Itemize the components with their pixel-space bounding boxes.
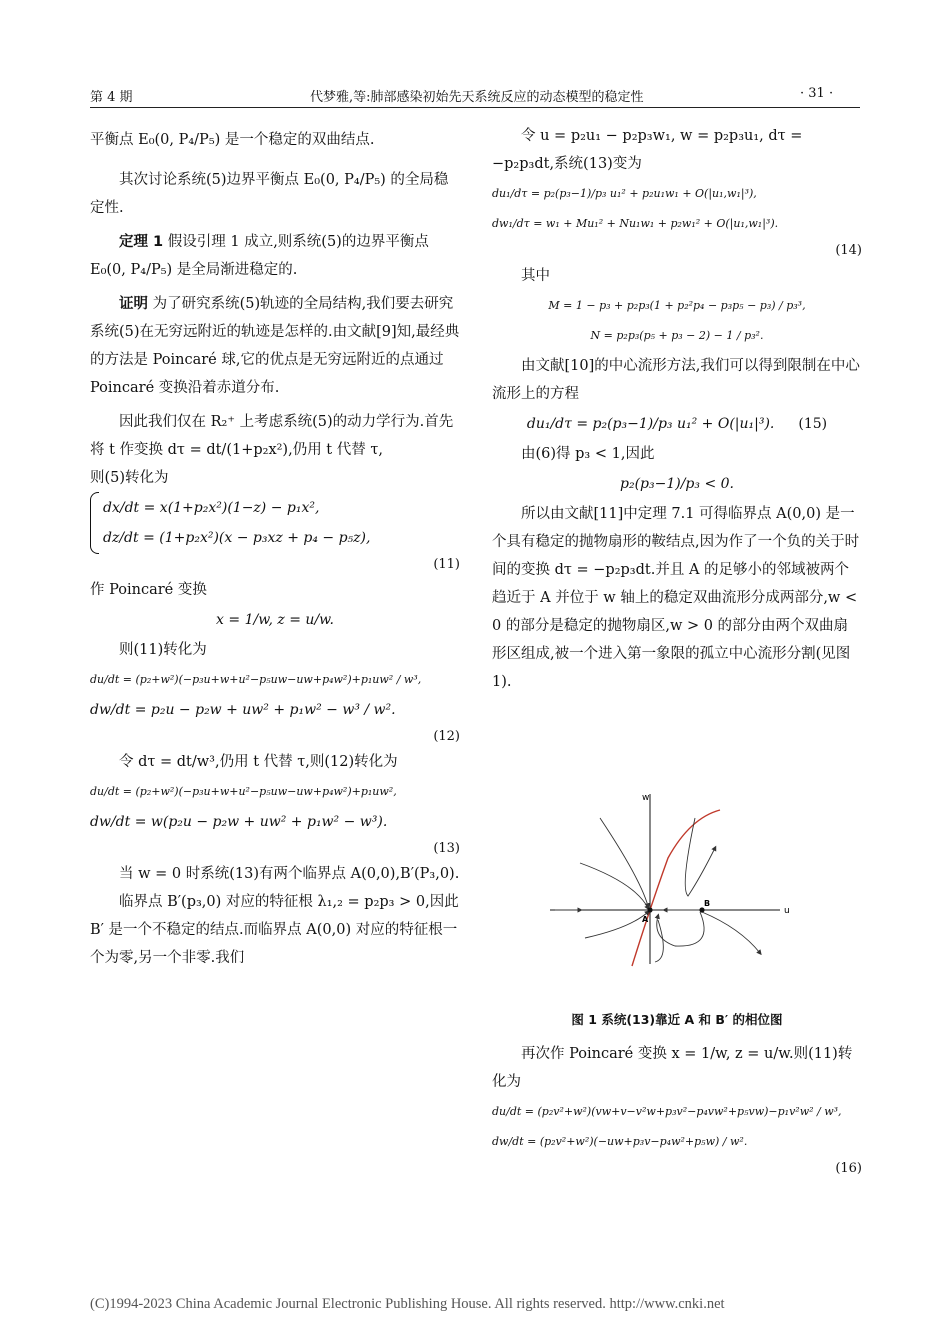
paragraph: 其中 <box>521 268 550 284</box>
paragraph: 其次讨论系统(5)边界平衡点 E₀(0, P₄/P₅) 的全局稳定性. <box>90 172 449 216</box>
center-manifold-curve <box>632 810 720 966</box>
theorem-label: 定理 1 <box>119 234 164 250</box>
running-title: 代梦雅,等:肺部感染初始先天系统反应的动态模型的稳定性 <box>310 90 644 105</box>
paragraph: 由(6)得 p₃ < 1,因此 <box>521 446 655 462</box>
paragraph: 作 Poincaré 变换 <box>90 582 207 598</box>
paragraph: 则(11)转化为 <box>119 642 207 658</box>
proof-text: 为了研究系统(5)轨迹的全局结构,我们要去研究系统(5)在无穷远附近的轨迹是怎样的.由文献[9]知,最经典的方法是 Poincaré 球,它的优点是无穷远附近的点通过 Poincaré 变换沿着赤道分布. <box>90 296 460 396</box>
header-rule <box>90 107 860 108</box>
equation: N = p₂p₃(p₅ + p₃ − 2) − 1 / p₃². <box>590 329 764 342</box>
paragraph: 化为 <box>492 1074 521 1090</box>
proof <box>90 290 460 402</box>
equation: du/dt = (p₂+w²)(−p₃u+w+u²−p₅uw−uw+p₄w²)+p₁uw², <box>90 785 397 798</box>
copyright-footer: (C)1994-2023 China Academic Journal Electronic Publishing House. All rights reserved. http://www.cnki.net <box>90 1296 725 1312</box>
figure-caption: 图 1 系统(13)靠近 A 和 B′ 的相位图 <box>571 1012 783 1027</box>
point-a-label: A <box>642 915 649 924</box>
w-axis-label: w <box>642 793 650 803</box>
critical-point-b <box>699 907 704 912</box>
trajectory <box>685 818 715 896</box>
equation: du₁/dτ = p₂(p₃−1)/p₃ u₁² + p₂u₁w₁ + O(|u₁,w₁|³), <box>492 187 757 200</box>
trajectory <box>585 912 648 938</box>
equation-system-11 <box>90 492 460 554</box>
equation-number: (12) <box>433 729 460 744</box>
u-axis-label: u <box>784 906 790 916</box>
theorem-text: 假设引理 1 成立,则系统(5)的边界平衡点 E₀(0, P₄/P₅) 是全局渐进稳定的. <box>90 234 429 278</box>
issue-number: 第 4 期 <box>90 90 133 105</box>
equation-number: (14) <box>835 243 862 258</box>
trajectory <box>702 912 760 953</box>
equation: dw/dt = (p₂v²+w²)(−uw+p₃v−p₄w²+p₅w) / w². <box>492 1135 748 1148</box>
paragraph: 所以由文献[11]中定理 7.1 可得临界点 A(0,0) 是一个具有稳定的抛物扇形的鞍结点,因为作了一个负的关于时间的变换 dτ = −p₂p₃dt.并且 A 的足够小的邻域被两个趋近于 A 并位于 w 轴上的稳定双曲流形分成两部分,w < 0 的部分是稳定的抛物扇区,w > 0 的部分由两个双曲扇形区组成,被一个进入第一象限的孤立中心流形分割(见图 1). <box>492 506 860 690</box>
paragraph: 再次作 Poincaré 变换 x = 1/w, z = u/w.则(11)转 <box>521 1046 853 1062</box>
trajectory <box>600 818 648 906</box>
page-number: · 31 · <box>800 86 834 101</box>
paragraph: 因此我们仅在 R₂⁺ 上考虑系统(5)的动力学行为.首先将 t 作变换 dτ = dt/(1+p₂x²),仍用 t 代替 τ, <box>90 414 454 458</box>
equation: dw/dt = w(p₂u − p₂w + uw² + p₁w² − w³). <box>90 814 388 830</box>
equation: dx/dt = x(1+p₂x²)(1−z) − p₁x², <box>103 500 320 516</box>
equation: dw/dt = p₂u − p₂w + uw² + p₁w² − w³ / w². <box>90 702 396 718</box>
equation: du/dt = (p₂v²+w²)(vw+v−v²w+p₃v²−p₄vw²+p₅vw)−p₁v²w² / w³, <box>492 1105 842 1118</box>
equation <box>492 410 862 438</box>
point-b-label: B <box>704 899 711 908</box>
equation: dw₁/dτ = w₁ + Mu₁² + Nu₁w₁ + p₂w₁² + O(|u₁,w₁|³). <box>492 217 779 230</box>
right-column-continued <box>492 1040 862 1180</box>
theorem <box>90 228 460 284</box>
paragraph: 平衡点 E₀(0, P₄/P₅) 是一个稳定的双曲结点. <box>90 132 375 148</box>
paragraph: 则(5)转化为 <box>90 470 169 486</box>
paragraph: 令 dτ = dt/w³,仍用 t 代替 τ,则(12)转化为 <box>119 754 398 770</box>
right-column <box>492 122 862 696</box>
equation: x = 1/w, z = u/w. <box>216 612 334 628</box>
equation: du/dt = (p₂+w²)(−p₃u+w+u²−p₅uw−uw+p₄w²)+p₁uw² / w³, <box>90 673 422 686</box>
trajectory <box>657 912 704 946</box>
phase-portrait-figure <box>540 788 800 968</box>
equation-number: (13) <box>433 841 460 856</box>
equation: M = 1 − p₃ + p₂p₃(1 + p₂²p₄ − p₃p₅ − p₃) / p₃³, <box>548 299 806 312</box>
equation: dz/dt = (1+p₂x²)(x − p₃xz + p₄ − p₅z), <box>103 530 371 546</box>
left-column <box>90 122 460 972</box>
paragraph: 由文献[10]的中心流形方法,我们可以得到限制在中心流形上的方程 <box>492 358 860 402</box>
paragraph: 临界点 B′(p₃,0) 对应的特征根 λ₁,₂ = p₂p₃ > 0,因此 B′ 是一个不稳定的结点.而临界点 A(0,0) 对应的特征根一个为零,另一个非零.我们 <box>90 894 459 966</box>
equation-number: (11) <box>433 557 460 572</box>
trajectory <box>655 920 663 962</box>
equation: p₂(p₃−1)/p₃ < 0. <box>620 476 734 492</box>
paragraph: 令 u = p₂u₁ − p₂p₃w₁, w = p₂p₃u₁, dτ = −p₂p₃dt,系统(13)变为 <box>492 128 803 172</box>
equation-number: (15) <box>798 416 828 432</box>
proof-label: 证明 <box>119 296 148 312</box>
critical-point-a <box>647 907 652 912</box>
paragraph: 当 w = 0 时系统(13)有两个临界点 A(0,0),B′(P₃,0). <box>119 866 460 882</box>
trajectory <box>580 863 648 908</box>
equation-body: du₁/dτ = p₂(p₃−1)/p₃ u₁² + O(|u₁|³). <box>526 416 775 432</box>
equation-number: (16) <box>835 1161 862 1176</box>
